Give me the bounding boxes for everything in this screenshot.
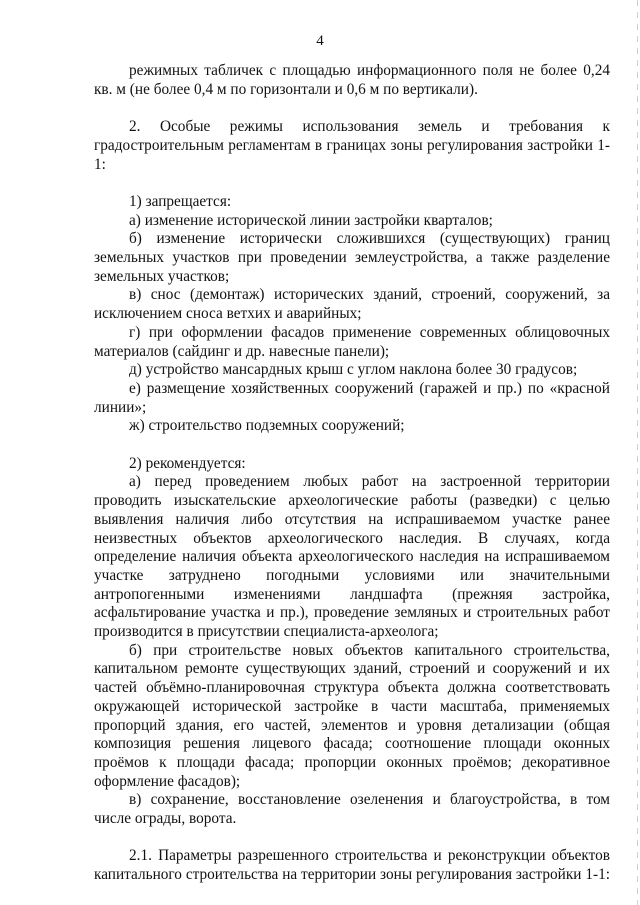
paragraph-section-2: 2. Особые режимы использования земель и требования к градостроительным регламентам в границах зоны регулирования застройки 1-1: xyxy=(94,118,610,173)
page-number: 4 xyxy=(316,33,324,49)
recommend-item-v: в) сохранение, восстановление озеленения и благоустройства, в том числе ограды, ворота. xyxy=(94,791,610,828)
list-item-zh: ж) строительство подземных сооружений; xyxy=(129,417,405,435)
list-item-v: в) снос (демонтаж) исторических зданий, строений, сооружений, за исключением сноса ветхих и аварийных; xyxy=(94,286,610,323)
recommend-item-a: а) перед проведением любых работ на застроенной территории проводить изыскательские археологические работы (разведки) с целью выявления наличия либо отсутствия на испрашиваемом участке ранее неизвестных объектов археологического наследия. В случаях, когда определение наличия объекта археологического наследия на испрашиваемом участке затруднено погодными условиями или значительными антропогенными изменениями ландшафта (прежняя застройка, асфальтирование участка и пр.), проведение земляных и строительных работ производится в присутствии специалиста-археолога; xyxy=(94,473,610,641)
recommend-item-b: б) при строительстве новых объектов капитального строительства, капитальном ремонте существующих зданий, строений и сооружений и их частей объёмно-планировочная структура объекта должна соответствовать окружающей исторической застройке в части масштаба, применяемых пропорций здания, его частей, элементов и уровня детализации (общая композиция решения лицевого фасада; соотношение площади оконных проёмов к площади фасада; пропорции оконных проёмов; декоративное оформление фасадов); xyxy=(94,641,610,790)
paragraph-section-2-1: 2.1. Параметры разрешенного строительства и реконструкции объектов капитального строительства на территории зоны регулирования застройки 1-1: xyxy=(94,847,610,884)
list-item-e: е) размещение хозяйственных сооружений (гаражей и пр.) по «красной линии»; xyxy=(94,379,610,416)
list-item-a: а) изменение исторической линии застройки кварталов; xyxy=(129,211,493,229)
paragraph-recommended-heading: 2) рекомендуется: xyxy=(129,454,246,472)
document-body xyxy=(94,62,610,885)
list-item-d: д) устройство мансардных крыш с углом наклона более 30 градусов; xyxy=(129,361,578,379)
list-item-g: г) при оформлении фасадов применение современных облицовочных материалов (сайдинг и др. навесные панели); xyxy=(94,323,610,360)
page-edge-line xyxy=(637,0,638,905)
paragraph-prohibited-heading: 1) запрещается: xyxy=(129,192,232,210)
list-item-b: б) изменение исторически сложившихся (существующих) границ земельных участков при проведении землеустройства, а также разделение земельных участков; xyxy=(94,230,610,285)
paragraph-continuation: режимных табличек с площадью информационного поля не более 0,24 кв. м (не более 0,4 м по горизонтали и 0,6 м по вертикали). xyxy=(94,62,610,98)
